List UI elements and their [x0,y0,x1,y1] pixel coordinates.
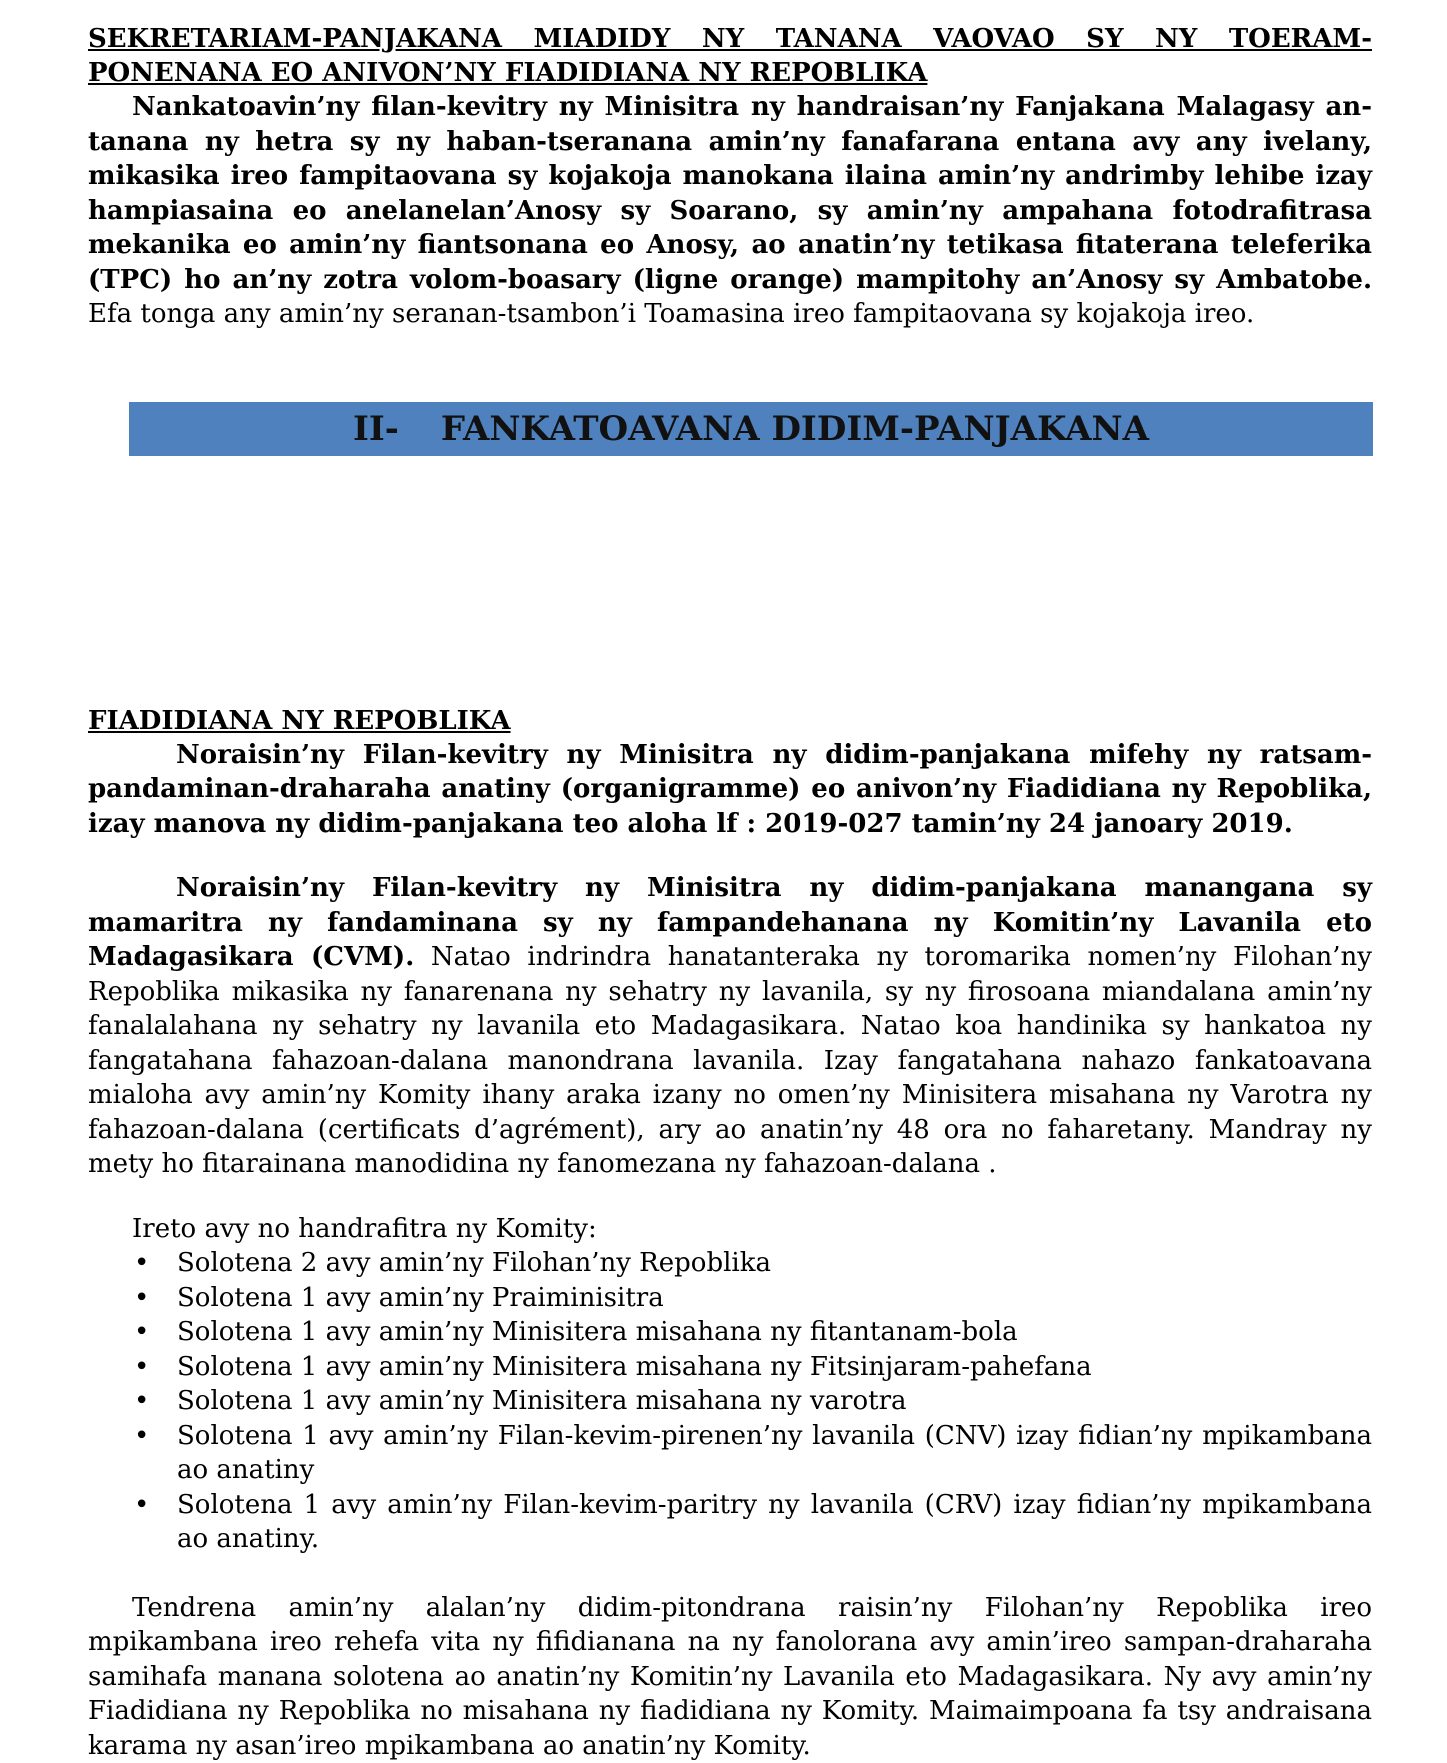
list-item: • Solotena 1 avy amin’ny Praiminisitra [88,1281,1372,1316]
paragraph-komitin-lavanila [88,871,1372,1182]
paragraph-komitin-lavanila-normal: Natao indrindra hanatanteraka ny toromarika nomen’ny Filohan’ny Repoblika mikasika ny fanarenana ny sehatry ny lavanila, sy ny firosoana miandalana amin’ny fanalalahana ny sehatry ny lavanila eto Madagasikara. Natao koa handinika sy hankatoa ny fangatahana fahazoan-dalana manondrana lavanila. Izay fangatahana nahazo fankatoavana mialoha avy amin’ny Komity ihany araka izany no omen’ny Minisitera misahana ny Varotra ny fahazoan-dalana (certificats d’agrément), ary ao anatin’ny 48 ora no faharetany. Mandray ny mety ho fitarainana manodidina ny fanomezana ny fahazoan-dalana . [88,942,1372,1179]
paragraph-teleferika-bold: Nankatoavin’ny filan-kevitry ny Minisitra ny handraisan’ny Fanjakana Malagasy an-tanana ny hetra sy ny haban-tseranana amin’ny fanafarana entana avy any ivelany, mikasika ireo fampitaovana sy kojakoja manokana ilaina amin’ny andrimby lehibe izay hampiasaina eo anelanelan’Anosy sy Soarano, sy amin’ny ampahana fotodrafitrasa mekanika eo amin’ny fiantsonana eo Anosy, ao anatin’ny tetikasa fitaterana teleferika (TPC) ho an’ny zotra volom-boasary (ligne orange) mampitohy an’Anosy sy Ambatobe. [88,92,1372,295]
section-heading-sekretariam: SEKRETARIAM-PANJAKANA MIADIDY NY TANANA VAOVAO SY NY TOERAM-PONENANA EO ANIVON’NY FIADIDIANA NY REPOBLIKA [88,22,1372,90]
bullet-icon: • [134,1419,149,1454]
list-item: • Solotena 1 avy amin’ny Minisitera misahana ny Fitsinjaram-pahefana [88,1350,1372,1385]
bullet-icon: • [134,1488,149,1523]
banner-number: II- [353,409,399,449]
paragraph-komitin-lavanila-bold: Noraisin’ny Filan-kevitry ny Minisitra ny didim-panjakana manangana sy mamaritra ny fandaminana sy ny fampandehanana ny Komitin’ny Lavanila eto Madagasikara (CVM). [88,873,1372,972]
banner-title: FANKATOAVANA DIDIM-PANJAKANA [441,409,1149,449]
member-list [88,1246,1372,1557]
paragraph-teleferika-normal: Efa tonga any amin’ny seranan-tsambon’i Toamasina ireo fampitaovana sy kojakoja ireo. [88,299,1254,329]
paragraph-tendrena: Tendrena amin’ny alalan’ny didim-pitondrana raisin’ny Filohan’ny Repoblika ireo mpikambana ireo rehefa vita ny fifidianana na ny fanolorana avy amin’ireo sampan-draharaha samihafa manana solotena ao anatin’ny Komitin’ny Lavanila eto Madagasikara. Ny avy amin’ny Fiadidiana ny Repoblika no misahana ny fiadidiana ny Komity. Maimaimpoana fa tsy andraisana karama ny asan’ireo mpikambana ao anatin’ny Komity. [88,1591,1372,1763]
bullet-icon: • [134,1281,149,1316]
list-intro: Ireto avy no handrafitra ny Komity: [88,1212,1372,1247]
paragraph-teleferika [88,90,1372,332]
section-heading-fiadidiana: FIADIDIANA NY REPOBLIKA [88,704,1372,738]
bullet-icon: • [134,1315,149,1350]
list-item: • Solotena 1 avy amin’ny Minisitera misahana ny varotra [88,1384,1372,1419]
bullet-icon: • [134,1246,149,1281]
document-page [88,22,1372,1763]
bullet-icon: • [134,1350,149,1385]
paragraph-organigramme-bold: Noraisin’ny Filan-kevitry ny Minisitra ny didim-panjakana mifehy ny ratsam-pandaminan-draharaha anatiny (organigramme) eo anivon’ny Fiadidiana ny Repoblika, izay manova ny didim-panjakana teo aloha lf : 2019-027 tamin’ny 24 janoary 2019. [88,740,1372,839]
paragraph-organigramme [88,738,1372,842]
list-item: • Solotena 1 avy amin’ny Filan-kevim-paritry ny lavanila (CRV) izay fidian’ny mpikambana ao anatiny. [88,1488,1372,1557]
list-item: • Solotena 1 avy amin’ny Minisitera misahana ny fitantanam-bola [88,1315,1372,1350]
bullet-icon: • [134,1384,149,1419]
list-item: • Solotena 1 avy amin’ny Filan-kevim-pirenen’ny lavanila (CNV) izay fidian’ny mpikambana ao anatiny [88,1419,1372,1488]
list-item: • Solotena 2 avy amin’ny Filohan’ny Repoblika [88,1246,1372,1281]
section-banner [129,402,1373,456]
